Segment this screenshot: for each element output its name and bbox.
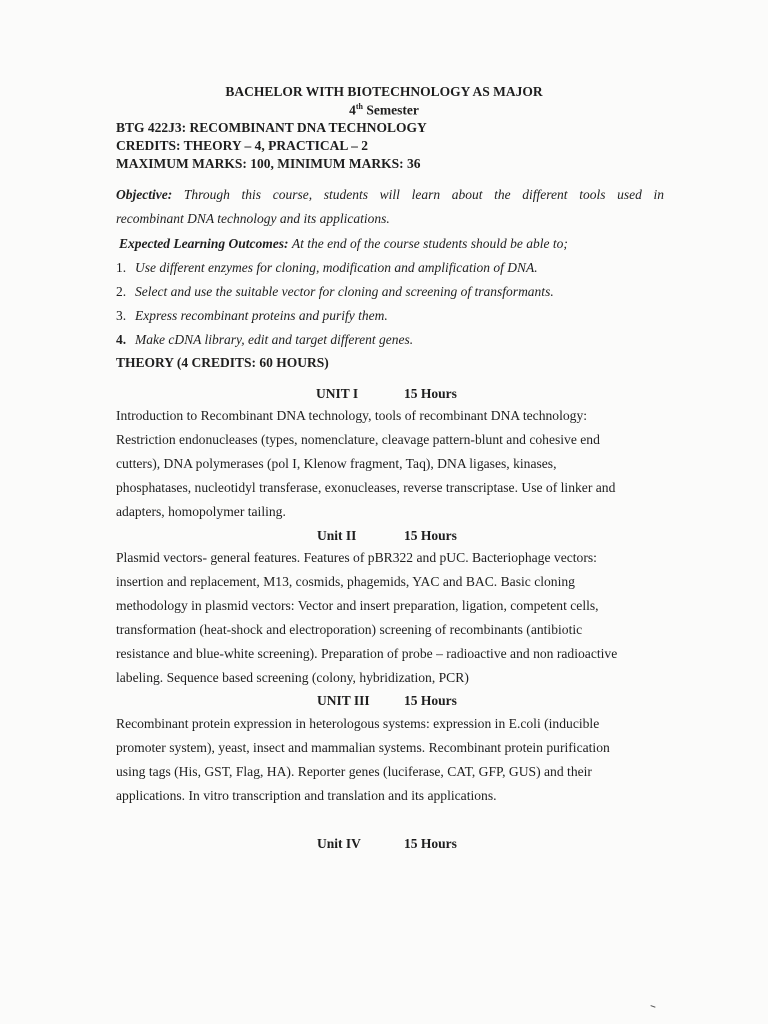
unit-2-line: Plasmid vectors- general features. Features of pBR322 and pUC. Bacteriophage vectors: [116,550,597,565]
outcome-text: Use different enzymes for cloning, modification and amplification of DNA. [135,260,538,275]
outcome-item [116,260,538,276]
unit-3-hours: 15 Hours [404,693,457,708]
objective-text-1: Through this course, students will learn about the different tools used in [183,187,665,202]
unit-2-line: transformation (heat-shock and electroporation) screening of recombinants (antibiotic [116,622,583,637]
objective-text-2: recombinant DNA technology and its applications. [116,211,390,226]
unit-2-line: methodology in plasmid vectors: Vector and insert preparation, ligation, competent cells, [116,598,599,613]
unit-1-line: cutters), DNA polymerases (pol I, Klenow fragment, Taq), DNA ligases, kinases, [116,456,557,471]
unit-2-line: insertion and replacement, M13, cosmids, phagemids, YAC and BAC. Basic cloning [116,574,575,589]
unit-3-line: Recombinant protein expression in heterologous systems: expression in E.coli (inducible [116,716,600,731]
objective-label: Objective: [116,187,173,202]
unit-4-title: Unit IV [317,836,361,851]
outcome-text: Make cDNA library, edit and target different genes. [135,332,414,347]
semester-line [0,102,768,119]
theory-heading: THEORY (4 CREDITS: 60 HOURS) [116,355,329,370]
semester-word: Semester [363,102,419,118]
outcome-number: 3. [116,308,127,323]
unit-3-line: promoter system), yeast, insect and mammalian systems. Recombinant protein purification [116,740,610,755]
unit-2-title: Unit II [317,528,357,543]
unit-2-line: resistance and blue-white screening). Preparation of probe – radioactive and non radioactive [116,646,618,661]
outcomes-intro: At the end of the course students should be able to; [291,236,568,251]
outcome-text: Express recombinant proteins and purify them. [135,308,388,323]
unit-1-line: phosphatases, nucleotidyl transferase, exonucleases, reverse transcriptase. Use of linker and [116,480,616,495]
unit-1-title: UNIT I [316,386,359,401]
unit-1-line: Restriction endonucleases (types, nomenclature, cleavage pattern-blunt and cohesive end [116,432,600,447]
objective-line-1 [116,187,664,203]
marks-line: MAXIMUM MARKS: 100, MINIMUM MARKS: 36 [116,156,421,171]
unit-3-title: UNIT III [317,693,370,708]
objective-line-2 [116,211,664,227]
unit-2-line: labeling. Sequence based screening (colony, hybridization, PCR) [116,670,469,685]
course-title: BTG 422J3: RECOMBINANT DNA TECHNOLOGY [116,120,427,135]
unit-3-line: using tags (His, GST, Flag, HA). Reporter genes (luciferase, CAT, GFP, GUS) and their [116,764,592,779]
unit-1-hours: 15 Hours [404,386,457,401]
credits-line: CREDITS: THEORY – 4, PRACTICAL – 2 [116,138,368,153]
outcomes-heading [119,236,667,252]
outcome-number: 1. [116,260,127,275]
unit-1-line: adapters, homopolymer tailing. [116,504,286,519]
unit-3-line: applications. In vitro transcription and translation and its applications. [116,788,497,803]
semester-number: 4 [349,102,356,118]
scan-speck [650,1002,656,1007]
outcome-item [116,332,413,348]
outcomes-label: Expected Learning Outcomes: [119,236,289,251]
semester-suffix: th [355,102,363,111]
unit-1-line: Introduction to Recombinant DNA technology, tools of recombinant DNA technology: [116,408,588,423]
outcome-item [116,284,554,300]
outcome-number: 4. [116,332,127,347]
outcome-item [116,308,388,324]
program-title: BACHELOR WITH BIOTECHNOLOGY AS MAJOR [225,84,543,99]
outcome-text: Select and use the suitable vector for cloning and screening of transformants. [135,284,554,299]
outcome-number: 2. [116,284,127,299]
unit-2-hours: 15 Hours [404,528,457,543]
unit-4-hours: 15 Hours [404,836,457,851]
